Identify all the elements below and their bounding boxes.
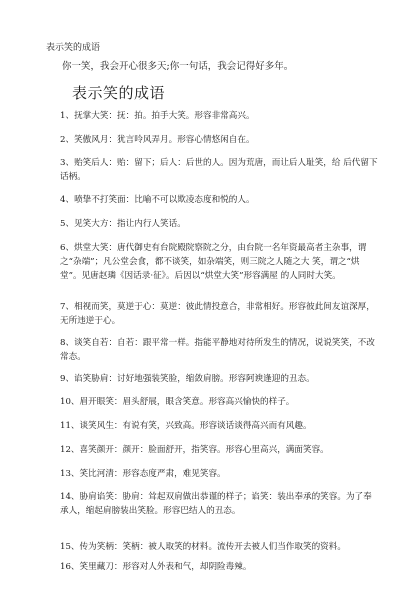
idiom-entry — [60, 467, 380, 481]
idiom-entry — [60, 372, 380, 386]
entry-text: 传为笑柄：笑柄：被人取笑的材料。流传开去被人们当作取笑的资料。 — [79, 542, 346, 552]
entry-number: 14、 — [60, 492, 80, 502]
idiom-entry — [60, 156, 380, 184]
idiom-entry — [60, 241, 380, 283]
idiom-entry — [60, 540, 380, 554]
entry-number: 16、 — [60, 562, 80, 572]
entry-number: 10、 — [60, 397, 80, 407]
intro-line: 你一笑，我会开心很多天;你一句话，我会记得好多年。 — [62, 61, 294, 72]
entry-number: 15、 — [60, 542, 80, 552]
idiom-entry — [60, 560, 380, 574]
page-header: 表示笑的成语 — [46, 43, 101, 53]
entry-text: 见笑大方：指让内行人笑话。 — [74, 219, 186, 229]
entry-number: 11、 — [60, 421, 80, 431]
entry-number: 7、 — [60, 302, 75, 312]
idiom-entry — [60, 336, 380, 364]
entry-text: 笑比河清：形容态度严肃，难见笑容。 — [79, 469, 226, 479]
entry-text: 喷挚不打笑面：比喻不可以欺凌态度和悦的人。 — [74, 195, 255, 205]
entry-number: 1、 — [60, 111, 75, 121]
entry-text: 谈笑自若：自若：跟平常一样。指能平静地对待所发生的情况，说说笑笑，不改常态。 — [60, 338, 375, 362]
idiom-entry — [60, 490, 380, 518]
entry-number: 8、 — [60, 338, 75, 348]
entry-text: 谄笑胁肩：讨好地强装笑脸，缩敛肩膀。形容阿谀逢迎的丑态。 — [74, 374, 315, 384]
entry-text: 谈笑风生：有说有笑，兴致高。形容谈话谈得高兴而有风趣。 — [79, 421, 312, 431]
entry-number: 13、 — [60, 469, 80, 479]
entry-number: 12、 — [60, 445, 80, 455]
entry-text: 抚掌大笑：抚：拍。拍手大笑。形容非常高兴。 — [74, 111, 255, 121]
entry-text: 笑里藏刀：形容对人外表和气，却阴险毒辣。 — [79, 562, 252, 572]
idiom-entry — [60, 193, 380, 207]
idiom-entry — [60, 419, 380, 433]
idiom-entry — [60, 300, 380, 328]
entry-text: 喜笑颜开：颜开：脸面舒开，指笑容。形容心里高兴，满面笑容。 — [79, 445, 329, 455]
entry-text: 烘堂大笑：唐代御史有台院殿院察院之分，由台院一名年资最高者主杂事，谓之“杂端”；凡公堂会食，都不谈笑，如杂端笑，则三院之人随之大 笑，谓之“烘堂”。见唐赵璘《因话录·征》。后因以“烘堂大笑”形容满屋 的人同时大笑。 — [60, 243, 367, 281]
idiom-entry — [60, 133, 380, 147]
entry-number: 2、 — [60, 135, 75, 145]
entry-number: 9、 — [60, 374, 75, 384]
entry-text: 笑傲风月：犹言呤风弄月。形容心情悠闲自在。 — [74, 135, 255, 145]
idiom-entry — [60, 395, 380, 409]
entry-text: 相视而笑，莫逆于心：莫逆：彼此情投意合，非常相好。形容彼此间友谊深厚，无所违逆于心。 — [60, 302, 375, 326]
entry-text: 眉开眼笑：眉头舒展，眼含笑意。形容高兴愉快的样子。 — [79, 397, 295, 407]
idiom-entry — [60, 443, 380, 457]
entry-number: 4、 — [60, 195, 75, 205]
idiom-entry — [60, 217, 380, 231]
document-title: 表示笑的成语 — [72, 84, 166, 102]
idiom-entry — [60, 109, 380, 123]
entry-number: 5、 — [60, 219, 75, 229]
entry-number: 3、 — [60, 158, 75, 168]
entry-text: 贻笑后人：贻：留下；后人：后世的人。因为荒唐，而让后人耻笑，给 后代留下话柄。 — [60, 158, 378, 182]
entry-text: 胁肩谄笑：胁肩：耸起双肩做出恭谨的样子；谄笑：装出奉承的笑容。为了奉承人，缩起肩膀装出笑脸。形容巴结人的丑态。 — [60, 492, 372, 516]
entry-number: 6、 — [60, 243, 75, 253]
